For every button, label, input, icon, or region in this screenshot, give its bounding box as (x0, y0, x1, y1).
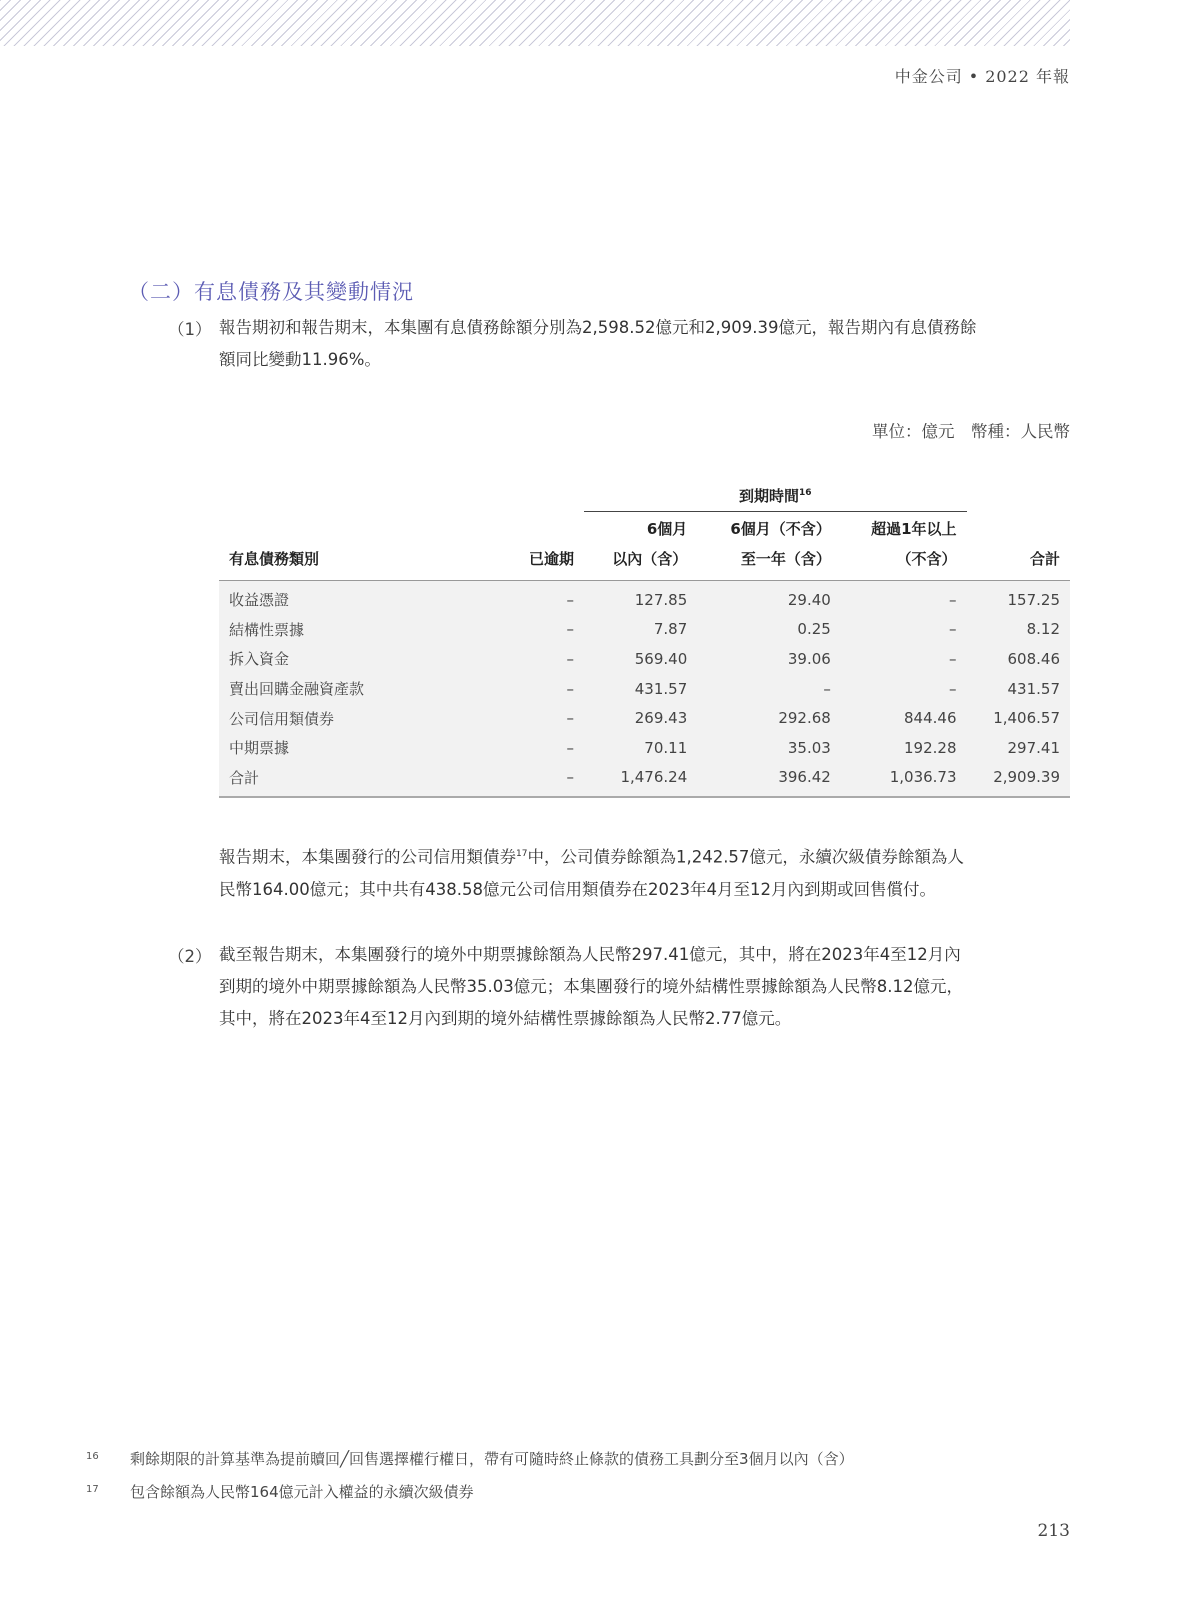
table-group-header-row (219, 476, 1070, 512)
col-header-overdue: 已逾期 (449, 512, 584, 581)
footnote-16-text: 剩餘期限的計算基準為提前贖回╱回售選擇權行權日，帶有可隨時終止條款的債務工具劃分至3個月以內（含） (130, 1450, 854, 1468)
footnote-ref-16: 16 (799, 488, 812, 498)
col-header-within-6m: 6個月 以內（含） (584, 512, 697, 581)
page-number: 213 (1037, 1521, 1070, 1541)
header-report: 2022 年報 (985, 67, 1070, 86)
item2-line2: 到期的境外中期票據餘額為人民幣35.03億元；本集團發行的境外結構性票據餘額為人民幣8.12億元， (219, 977, 963, 996)
bond-para-line1: 報告期末，本集團發行的公司信用類債券$^{17}$中，公司債券餘額為1,242.57億元，永續次級債券餘額為人 (219, 847, 964, 867)
table-row: 收益憑證 – 127.85 29.40 – 157.25 (219, 581, 1070, 615)
table-row: 結構性票據 – 7.87 0.25 – 8.12 (219, 615, 1070, 645)
footnote-16-number: 16 (86, 1451, 99, 1462)
debt-maturity-table (219, 476, 1070, 798)
item1-marker: （1） (168, 320, 212, 339)
item2-line3: 其中，將在2023年4至12月內到期的境外結構性票據餘額為人民幣2.77億元。 (219, 1009, 792, 1028)
page-header (895, 64, 1070, 87)
col-header-category: 有息債務類別 (219, 512, 449, 581)
unit-line: 單位：億元 幣種：人民幣 (872, 422, 1070, 441)
footnote-17-number: 17 (86, 1484, 99, 1495)
header-company: 中金公司 (894, 67, 963, 86)
item2-paragraph (219, 939, 963, 1035)
section-title: （二）有息債務及其變動情況 (128, 280, 414, 304)
col-header-over-1y: 超過1年以上 （不含） (841, 512, 967, 581)
decorative-hatch-band (0, 0, 1070, 46)
table-row: 中期票據 – 70.11 35.03 192.28 297.41 (219, 733, 1070, 763)
bond-balance-paragraph (219, 838, 964, 906)
table-header-row (219, 512, 1070, 581)
bond-para-line2: 民幣164.00億元；其中共有438.58億元公司信用類債券在2023年4月至12月內到期或回售償付。 (219, 879, 936, 899)
col-header-total: 合計 (967, 512, 1070, 581)
header-separator: • (968, 67, 980, 86)
item2-marker: （2） (168, 947, 212, 966)
footnote-17-text: 包含餘額為人民幣164億元計入權益的永續次級債券 (130, 1483, 474, 1501)
table-row: 拆入資金 – 569.40 39.06 – 608.46 (219, 644, 1070, 674)
item2-line1: 截至報告期末，本集團發行的境外中期票據餘額為人民幣297.41億元，其中，將在2023年4至12月內 (219, 945, 961, 964)
item1-line2: 額同比變動11.96%。 (219, 350, 381, 369)
footnote-ref-17: 17 (516, 849, 528, 859)
table-row: 公司信用類債券 – 269.43 292.68 844.46 1,406.57 (219, 703, 1070, 733)
item1-line1: 報告期初和報告期末，本集團有息債務餘額分別為2,598.52億元和2,909.39億元，報告期內有息債務餘 (219, 318, 977, 337)
table-row: 賣出回購金融資產款 – 431.57 – – 431.57 (219, 674, 1070, 704)
item1-paragraph (219, 312, 976, 376)
table-total-row: 合計 – 1,476.24 396.42 1,036.73 2,909.39 (219, 763, 1070, 798)
group-header-maturity: 到期時間$^{16}$ (584, 476, 967, 512)
col-header-6m-to-1y: 6個月（不含） 至一年（含） (697, 512, 841, 581)
